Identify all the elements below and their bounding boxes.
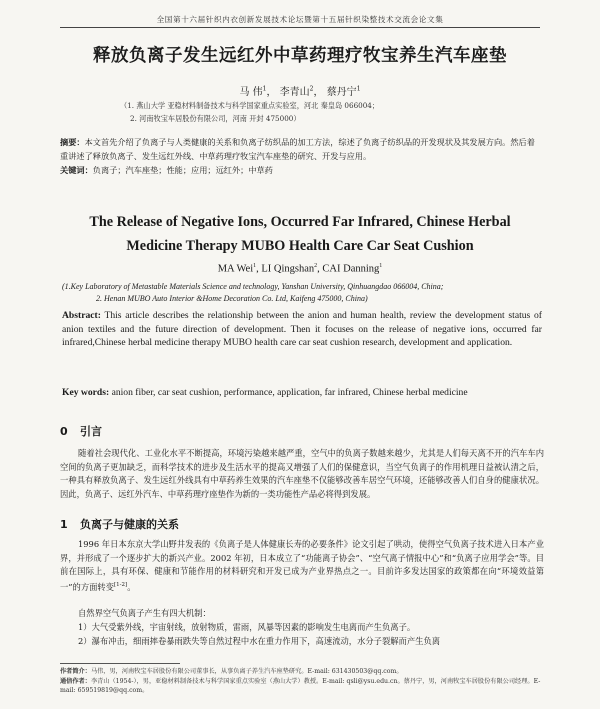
section1-paragraph — [60, 538, 544, 594]
section-number: 0 — [60, 425, 68, 438]
author-name: LI Qingshan — [261, 263, 315, 275]
author-sup: 1 — [379, 263, 383, 269]
section1-paragraph-end: 。 — [127, 581, 136, 592]
footnote-text: 李青山（1954-），男，亚稳材料制备技术与科学国家重点实验室（燕山大学）教授。E-mail: qsli@ysu.edu.cn。蔡丹宁，男，河南牧宝车居股份有限公司经理。E-mail: 659519819@qq.com。 — [60, 678, 541, 694]
citation: [1-2] — [114, 581, 128, 588]
section-heading-anion-health — [60, 516, 179, 532]
chinese-abstract — [60, 135, 542, 177]
english-abstract-text: This article describes the relationship between the anion and human health, review the development status of anion textiles and the future direction of development. Then it focuses on the release of negative ions, occurred far infrared,Chinese herbal medicine therapy MUBO health care car seat cushion research, development and application. — [62, 310, 542, 348]
chinese-affiliation-1: （1. 燕山大学 亚稳材料制备技术与科学国家重点实验室，河北 秦皇岛 066004； — [120, 101, 380, 110]
section-heading-introduction — [60, 423, 102, 439]
introduction-paragraph: 随着社会现代化、工业化水平不断提高，环境污染越来越严重，空气中的负离子数越来越少，尤其是人们每天离不开的汽车车内空间的负离子更加缺乏，而科学技术的进步及生活水平的提高又增强了人们的保健意识，当空气负离子的作用机理日益被认清之后，一种具有释放负离子、发生远红外线具有中草药养生效果的汽车座垫不仅能够改善车居空气环境，还能够改善人们自身的健康状况。因此，负离子、远红外汽车、中草药理疗座垫作为新的一类功能性产品必将得到发展。 — [60, 448, 544, 499]
author-name: 蔡丹宁 — [326, 87, 357, 98]
section-title: 引言 — [80, 425, 102, 438]
footnote-corresponding — [60, 677, 550, 695]
header-rule — [60, 27, 540, 28]
author-sup: 1 — [356, 85, 361, 93]
list-item: 2）瀑布冲击，细雨摔卷暴雨跌失等自然过程中水在重力作用下，高速流动，水分子裂解而产生负离 — [78, 636, 441, 646]
footnote-text: 马伟，男，河南牧宝车居股份有限公司董事长，从事负离子养生汽车座垫研究。E-mail: 631430503@qq.com。 — [90, 668, 403, 675]
chinese-abstract-label: 摘要： — [60, 137, 85, 147]
english-abstract-label: Abstract: — [62, 310, 101, 321]
author-name: CAI Danning — [322, 263, 380, 275]
author-sup: 1 — [262, 85, 267, 93]
list-item: 1）大气受紫外线，宇宙射线，放射物质，雷雨，风暴等因素的影响发生电离而产生负离子。 — [78, 622, 416, 632]
chinese-title: 释放负离子发生远红外中草药理疗牧宝养生汽车座垫 — [93, 46, 507, 66]
section1-mechanisms-intro: 自然界空气负离子产生有四大机制： — [78, 608, 211, 618]
english-keywords-text: anion fiber, car seat cushion, performance, application, far infrared, Chinese herbal medicine — [111, 387, 468, 398]
footnote-author-bio — [60, 667, 550, 676]
footnote-label: 通信作者： — [60, 678, 91, 685]
english-keywords — [62, 386, 542, 400]
english-affiliation-2: 2. Henan MUBO Auto Interior &Home Decoration Co. Ltd, Kaifeng 475000, China) — [96, 294, 368, 303]
author-name: MA Wei — [217, 263, 254, 275]
english-title-line: Medicine Therapy MUBO Health Care Car Seat Cushion — [126, 238, 474, 254]
section1-paragraph-text: 1996 年日本东京大学山野井发表的《负离子是人体健康长寿的必要条件》论文引起了哄动，使得空气负离子技术进入日本产业界，并形成了一个逐步扩大的新兴产业。2002 年初，日本成立了“功能离子协会”、“空气离子情报中心”和“负离子应用学会”等。目前在国际上，具有环保、健康和节能作用的材料研究和开发已成为产业界热点之一。目前许多发达国家的政策都在向“环境效益第一”的方面转变 — [60, 539, 544, 592]
english-title — [0, 210, 600, 258]
author-name: 李青山 — [279, 87, 310, 98]
english-abstract — [62, 309, 542, 350]
author-name: 马 伟 — [239, 87, 263, 98]
section-number: 1 — [60, 518, 68, 531]
english-affiliation-1: (1.Key Laboratory of Metastable Materials Science and technology, Yanshan University, Qinhuangdao 066004, China; — [62, 282, 444, 291]
chinese-authors: 马 伟$^1$， 李青山$^2$， 蔡丹宁$^1$ — [239, 85, 361, 98]
english-keywords-label: Key words: — [62, 387, 110, 398]
running-head: 全国第十六届针织内衣创新发展技术论坛暨第十五届针织染整技术交流会论文集 — [156, 15, 444, 24]
footnote-label: 作者简介： — [60, 668, 91, 675]
section-title: 负离子与健康的关系 — [80, 518, 179, 531]
author-sup: 2 — [309, 85, 314, 93]
chinese-affiliation-2: 2. 河南牧宝车居股份有限公司，河南 开封 475000） — [130, 114, 301, 123]
english-authors: MA Wei$^1$, LI Qingshan$^2$, CAI Danning$^1$ — [217, 263, 383, 275]
author-sup: 2 — [314, 263, 318, 269]
chinese-keywords-label: 关键词： — [60, 165, 93, 175]
english-title-line: The Release of Negative Ions, Occurred Far Infrared, Chinese Herbal — [89, 214, 511, 230]
chinese-keywords-text: 负离子；汽车座垫；性能；应用；远红外；中草药 — [92, 165, 273, 175]
chinese-abstract-text: 本文首先介绍了负离子与人类健康的关系和负离子纺织品的加工方法，综述了负离子纺织品的开发现状及其发展方向。然后着重讲述了释放负离子、发生远红外线、中草药理疗牧宝汽车座垫的研究、开发与应用。 — [60, 137, 535, 161]
author-sup: 1 — [253, 263, 257, 269]
footnote-rule — [60, 663, 180, 664]
